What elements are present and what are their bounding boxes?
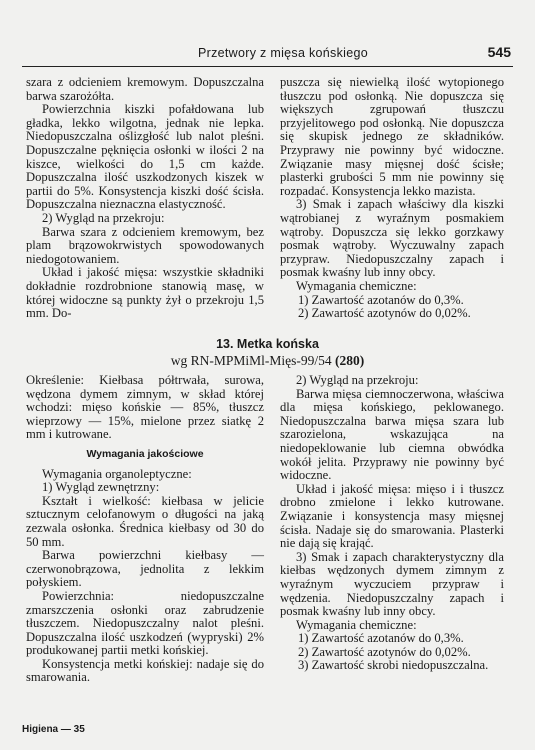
column-top-left — [26, 76, 264, 321]
paragraph: Układ i jakość mięsa: wszystkie składniki dokładnie rozdrobnione stanowią masę, w której widoczne są punkty żył o przekroju 1,5 mm. Do- — [26, 265, 264, 321]
page-number: 545 — [487, 44, 511, 60]
page-footer: Higiena — 35 — [22, 724, 85, 735]
paragraph: 1) Zawartość azotanów do 0,3%. — [298, 631, 464, 646]
paragraph: Określenie: Kiełbasa półtrwała, surowa, wędzona dymem zimnym, w skład której wchodzi: mięso końskie — 85%, tłuszcz wieprzowy — 15%, mielone przez siatkę 2 mm i kutrowane. — [26, 373, 264, 442]
paragraph: 3) Zawartość skrobi niedopuszczalna. — [298, 658, 489, 673]
section-standard — [0, 353, 535, 369]
paragraph: Wymagania chemiczne: — [296, 617, 417, 632]
paragraph: 2) Wygląd na przekroju: — [42, 210, 165, 225]
paragraph: 3) Smak i zapach właściwy dla kiszki wątrobianej z wyraźnym posmakiem wątroby. Dopuszcza się lekko gorzkawy posmak wątroby. Wyczuwalny zapach przypraw. Niedopuszczalny zapach i posmak kwaśny lub inny obcy. — [280, 197, 504, 280]
paragraph: 1) Wygląd zewnętrzny: — [42, 480, 160, 495]
section-title: 13. Metka końska — [216, 337, 319, 351]
paragraph: Wymagania jakościowe — [86, 447, 204, 460]
paragraph: 2) Zawartość azotynów do 0,02%. — [298, 644, 471, 659]
paragraph: Powierzchnia: niedopuszczalne zmarszczenia osłonki oraz zabrudzenie tłuszczem. Niedopuszczalny nalot pleśni. Dopuszczalna ilość uszkodzeń (wypryski) 2% produkowanej partii metki końskiej. — [26, 588, 264, 658]
paragraph: Wymagania organoleptyczne: — [42, 466, 192, 481]
paragraph: Układ i jakość mięsa: mięso i i tłuszcz drobno zmielone i lekko kutrowane. Związanie i konsystencja masy mięsnej ścisła. Nadaje się do smarowania. Plasterki nie dają się krająć. — [280, 481, 504, 551]
paragraph: 3) Smak i zapach charakterystyczny dla kiełbas wędzonych dymem zimnym z wyraźnym wyczuciem przypraw i wędzenia. Niedopuszczalny zapach i posmak kwaśny lub inny obcy. — [280, 549, 504, 619]
paragraph: Kształt i wielkość: kiełbasa w jelicie sztucznym celofanowym o długości na jaką zezwala osłonka. Średnica kiełbasy od 30 do 50 mm. — [26, 493, 264, 549]
paragraph: 1) Zawartość azotanów do 0,3%. — [298, 292, 464, 307]
header-title: Przetwory z mięsa końskiego — [198, 46, 368, 60]
paragraph: Konsystencja metki końskiej: nadaje się do smarowania. — [26, 656, 264, 685]
paragraph: 2) Wygląd na przekroju: — [296, 373, 419, 387]
paragraph: Barwa powierzchni kiełbasy — czerwonobrązowa, jednolita z lekkim połyskiem. — [26, 548, 264, 590]
standard-code: (280) — [335, 353, 365, 368]
paragraph: szara z odcieniem kremowym. Dopuszczalna barwa szarożółta. — [26, 75, 264, 103]
paragraph: Barwa szara z odcieniem kremowym, bez plam brązowokrwistych spowodowanych niedogotowaniem. — [26, 224, 264, 266]
running-header — [22, 44, 513, 67]
paragraph: puszcza się niewielką ilość wytopionego tłuszczu pod osłonką. Nie dopuszcza się większych zgrupowań tłuszczu przyjelitowego pod osłonką. Nie dopuszcza się skupisk jednego ze składników. Przyprawy nie powinny być widoczne. Związanie masy mięsnej dość ścisłe; plasterki grubości 5 mm nie powinny się rozpadać. Konsystencja lekko mazista. — [280, 75, 504, 198]
paragraph: Powierzchnia kiszki pofałdowana lub gładka, lekko wilgotna, jednak nie lepka. Niedopuszczalna oślizgłość lub nalot pleśni. Dopuszczalne pęknięcia osłonki w ilości 2 na kiszce, wielkości do 1,5 cm każde. Dopuszczalna ilość uszkodzonych kiszek w partii do 5%. Konsystencja kiszki dość ścisła. Dopuszczalna nieznaczna elastyczność. — [26, 102, 264, 212]
column-bottom-left — [26, 374, 264, 685]
paragraph: Barwa mięsa ciemnoczerwona, właściwa dla mięsa końskiego, peklowanego. Niedopuszczalna barwa mięsa szara lub szarozielona, wskazująca na niedopeklowanie lub ciemna obwódka wokół jelita. Przyprawy nie powinny być widoczne. — [280, 386, 504, 483]
standard-ref: wg RN-MPMiMl-Mięs-99/54 — [170, 353, 332, 368]
paragraph: 2) Zawartość azotynów do 0,02%. — [298, 306, 471, 321]
column-bottom-right — [280, 374, 504, 673]
paragraph: Wymagania chemiczne: — [296, 278, 417, 293]
column-top-right — [280, 76, 504, 321]
